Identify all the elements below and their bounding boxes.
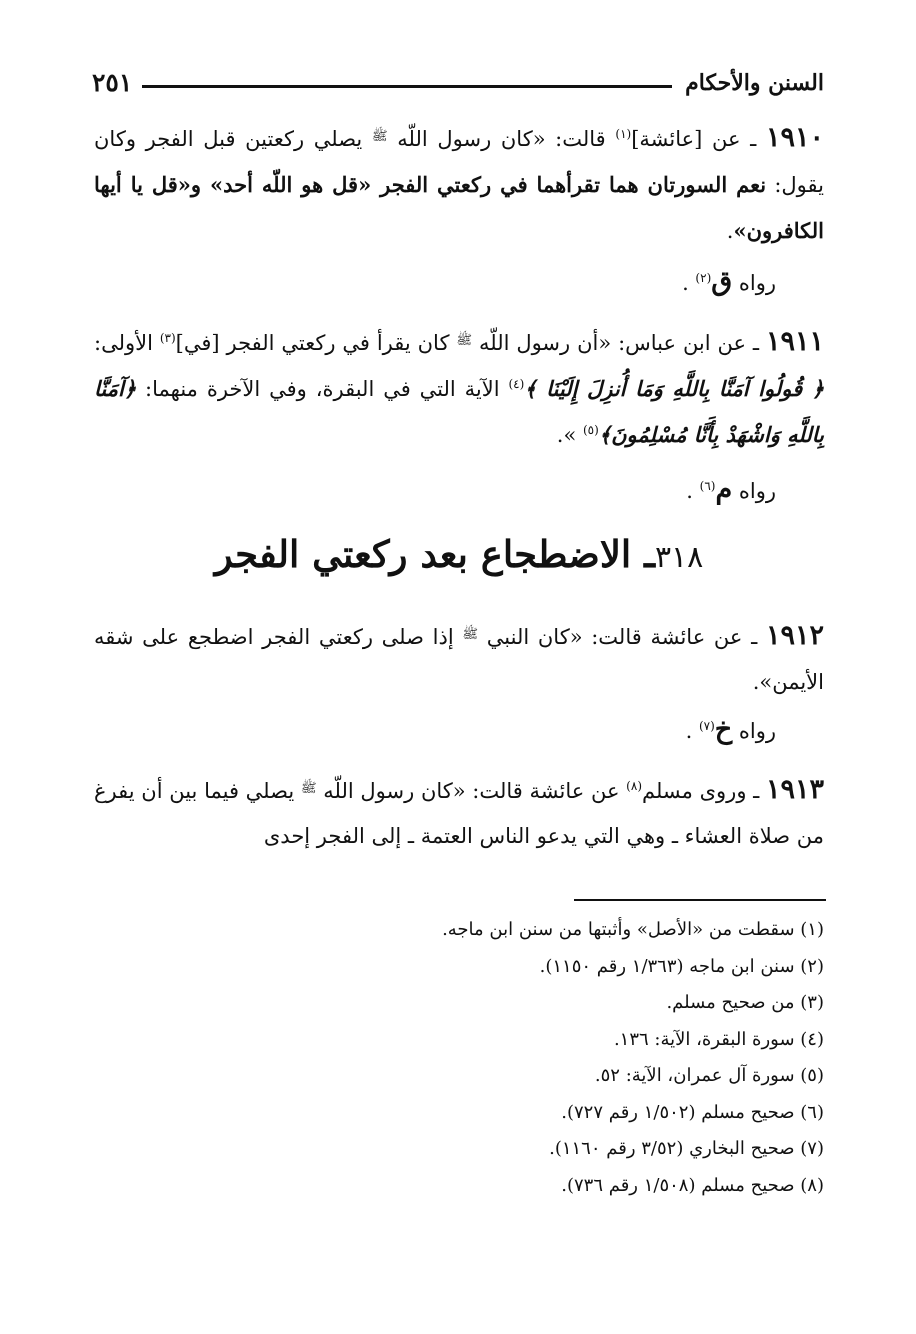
hadith-text: الآية التي في البقرة، وفي الآخرة منهما: bbox=[136, 377, 509, 401]
riwaya-end: . bbox=[685, 719, 699, 743]
riwaya-1911 bbox=[686, 474, 776, 505]
source-siglum: ق bbox=[711, 266, 733, 297]
footnote-item: (٥) سورة آل عمران، الآية: ٥٢. bbox=[594, 1065, 824, 1086]
page-number: ٢٥١ bbox=[92, 68, 133, 97]
footnote-ref: (٨) bbox=[626, 779, 642, 793]
hadith-1910 bbox=[94, 114, 824, 254]
footnotes-list bbox=[124, 912, 824, 1204]
chapter-number: ٣١٨ bbox=[654, 540, 704, 575]
riwaya-label: رواه bbox=[732, 271, 776, 295]
hadith-bold-text: نعم السورتان هما تقرأهما في ركعتي الفجر «قل هو اللّه أحد» و«قل يا أيها الكافرون» bbox=[94, 172, 824, 243]
chapter-heading bbox=[94, 532, 824, 576]
footnote-ref: (٣) bbox=[159, 331, 176, 345]
riwaya-label: رواه bbox=[732, 719, 776, 743]
salla-glyph: ﷺ bbox=[462, 627, 479, 642]
hadith-text: ـ عن [عائشة] bbox=[631, 127, 766, 151]
footnote-ref: (٢) bbox=[695, 271, 712, 285]
footnote-item: (٣) من صحيح مسلم. bbox=[666, 992, 824, 1013]
hadith-text: قالت: «كان رسول اللّه bbox=[387, 127, 616, 151]
footnote-ref: (٦) bbox=[699, 479, 716, 493]
riwaya-end: . bbox=[686, 479, 700, 503]
hadith-number: ١٩١٠ bbox=[765, 122, 824, 153]
hadith-number: ١٩١٢ bbox=[765, 620, 824, 651]
source-siglum: م bbox=[715, 474, 733, 505]
footnote-item: (٦) صحيح مسلم (١/٥٠٢ رقم ٧٢٧). bbox=[561, 1101, 824, 1123]
footnote-item: (٢) سنن ابن ماجه (١/٣٦٣ رقم ١١٥٠). bbox=[539, 955, 824, 977]
footnote-item: (٧) صحيح البخاري (٣/٥٢ رقم ١١٦٠). bbox=[549, 1138, 824, 1159]
footnote-ref: (٧) bbox=[698, 719, 715, 733]
footnote-item: (١) سقطت من «الأصل» وأثبتها من سنن ابن ماجه. bbox=[442, 919, 824, 940]
hadith-text: كان يقرأ في ركعتي الفجر [في] bbox=[175, 331, 457, 355]
footnote-ref: (٤) bbox=[508, 377, 525, 391]
source-siglum: خ bbox=[714, 714, 733, 745]
riwaya-label: رواه bbox=[732, 479, 776, 503]
hadith-1911 bbox=[94, 318, 824, 458]
hadith-1912 bbox=[94, 612, 824, 705]
riwaya-1912 bbox=[686, 714, 776, 745]
riwaya-end: . bbox=[682, 271, 696, 295]
hadith-number: ١٩١٣ bbox=[765, 774, 824, 805]
hadith-1913 bbox=[94, 766, 824, 859]
footnote-ref: (١) bbox=[615, 127, 632, 141]
riwaya-1910 bbox=[682, 266, 776, 297]
salla-glyph: ﷺ bbox=[456, 333, 473, 348]
salla-glyph: ﷺ bbox=[300, 781, 317, 796]
hadith-text: ـ وروى مسلم bbox=[642, 779, 766, 803]
salla-glyph: ﷺ bbox=[371, 129, 388, 144]
hadith-text: ـ عن عائشة قالت: «كان النبي bbox=[478, 625, 766, 649]
hadith-text: ـ عن ابن عباس: «أن رسول اللّه bbox=[472, 331, 766, 355]
hadith-text: إذا صلى ركعتي الفجر اضطجع على شقه الأيمن». bbox=[94, 625, 824, 694]
hadith-text: الأولى: bbox=[94, 331, 160, 355]
hadith-text: عن عائشة قالت: «كان رسول اللّه bbox=[316, 779, 627, 803]
running-head: السنن والأحكام bbox=[685, 70, 824, 96]
footnote-rule bbox=[574, 899, 826, 901]
page-header bbox=[92, 66, 824, 106]
footnote-item: (٤) سورة البقرة، الآية: ١٣٦. bbox=[613, 1028, 824, 1050]
hadith-number: ١٩١١ bbox=[765, 326, 824, 357]
chapter-title: ـ الاضطجاع بعد ركعتي الفجر bbox=[214, 532, 655, 576]
hadith-text: يصلي فيما بين أن يفرغ من صلاة العشاء ـ وهي التي يدعو الناس العتمة ـ إلى الفجر إحدى bbox=[94, 779, 824, 848]
header-rule bbox=[142, 85, 672, 88]
hadith-text: . bbox=[726, 219, 734, 243]
quran-verse: ﴿ قُولُوا آمَنَّا بِاللَّهِ وَمَا أُنزِلَ إِلَيْنَا ﴾ bbox=[524, 376, 825, 401]
footnote-item: (٨) صحيح مسلم (١/٥٠٨ رقم ٧٣٦). bbox=[561, 1174, 824, 1196]
hadith-text: يصلي ركعتين قبل الفجر وكان يقول: bbox=[94, 127, 824, 197]
hadith-text: ». bbox=[556, 423, 583, 447]
footnote-ref: (٥) bbox=[582, 423, 599, 437]
quran-verse: ﴿آمَنَّا بِاللَّهِ وَاشْهَدْ بِأَنَّا مُسْلِمُونَ﴾ bbox=[94, 376, 824, 447]
